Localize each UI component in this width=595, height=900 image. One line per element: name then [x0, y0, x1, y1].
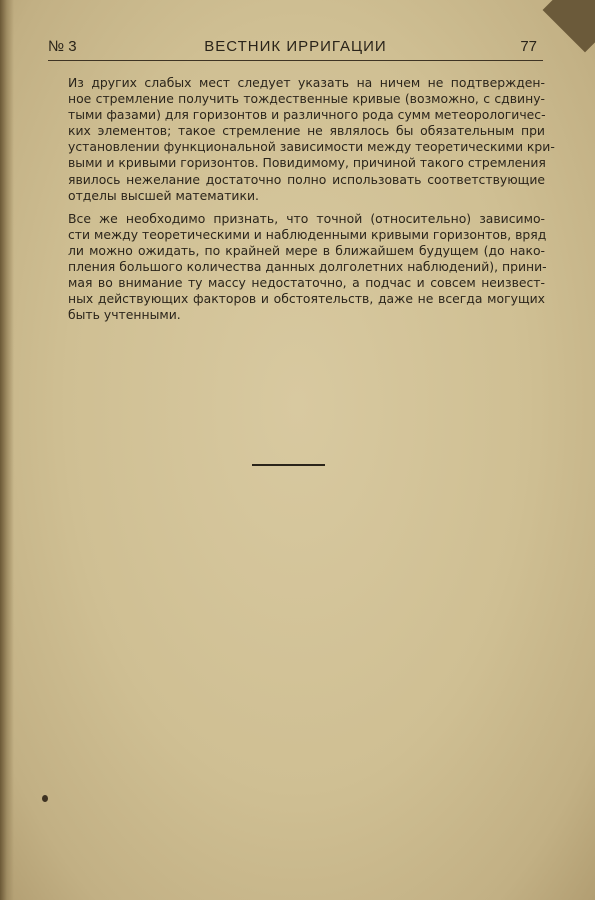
issue-number: № 3: [48, 38, 77, 55]
text-line: тыми фазами) для горизонтов и различного рода сумм метеорологичес-: [68, 107, 546, 123]
section-end-rule: [252, 464, 325, 466]
text-line: ких элементов; такое стремление не являлось бы обязательным при: [68, 123, 545, 139]
text-line: ли можно ожидать, по крайней мере в ближайшем будущем (до нако-: [68, 242, 545, 258]
article-body: [46, 75, 555, 330]
text-line: ных действующих факторов и обстоятельств, даже не всегда могущих: [68, 291, 545, 307]
paragraph: [46, 211, 545, 324]
text-line: установлении функциональной зависимости между теоретическими кри-: [68, 139, 555, 155]
running-header: [48, 38, 543, 61]
page-number: 77: [520, 38, 537, 55]
text-line: отделы высшей математики.: [68, 187, 259, 203]
text-line: Все же необходимо признать, что точной (относительно) зависимо-: [68, 210, 545, 226]
text-line: явилось нежелание достаточно полно использовать соответствующие: [68, 171, 545, 187]
text-line: пления большого количества данных долголетних наблюдений), прини-: [68, 259, 547, 275]
text-line: мая во внимание ту массу недостаточно, а подчас и совсем неизвест-: [68, 275, 545, 291]
paragraph: [46, 75, 555, 204]
text-line: Из других слабых мест следует указать на ничем не подтвержден-: [68, 75, 545, 90]
text-line: выми и кривыми горизонтов. Повидимому, причиной такого стремления: [68, 155, 546, 171]
text-line: быть учтенными.: [68, 307, 181, 323]
text-line: сти между теоретическими и наблюденными кривыми горизонтов, вряд: [68, 226, 547, 242]
journal-title: ВЕСТНИК ИРРИГАЦИИ: [204, 38, 387, 55]
paper-speck: [42, 795, 48, 802]
text-line: ное стремление получить тождественные кривые (возможно, с сдвину-: [68, 91, 545, 107]
